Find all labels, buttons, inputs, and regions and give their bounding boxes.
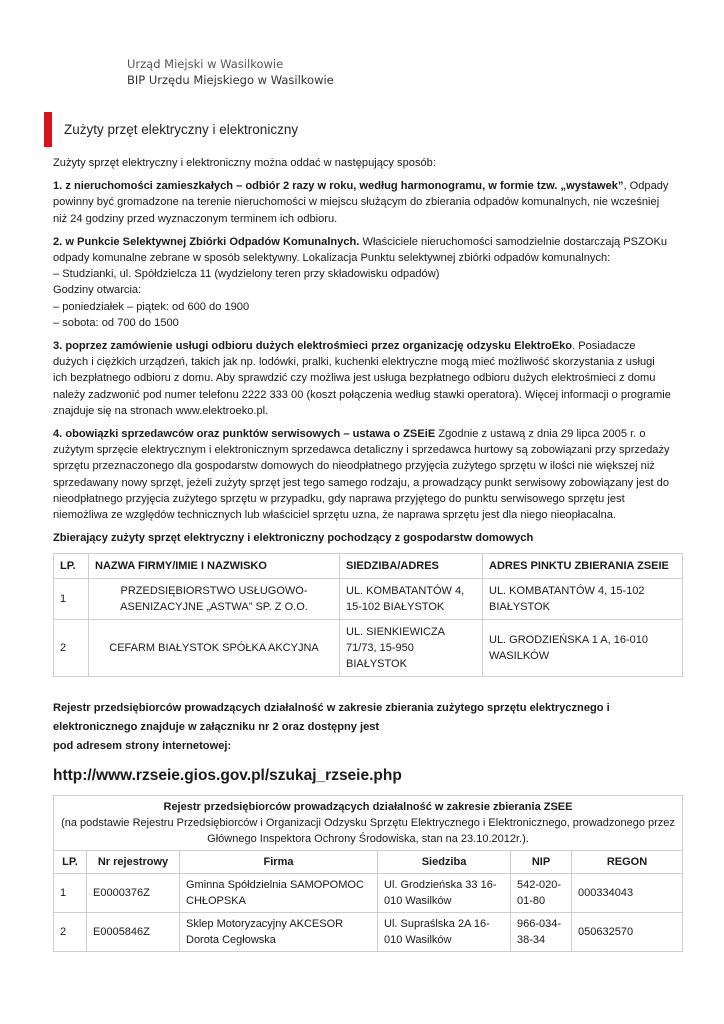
- collectors-heading-text: Zbierający zużyty sprzęt elektryczny i elektroniczny pochodzący z gospodarstw domowych: [53, 532, 534, 545]
- cell-regon: 000334043: [572, 873, 683, 912]
- cell-nr: E0000376Z: [87, 873, 180, 912]
- col-name: NAZWA FIRMY/IMIE I NAZWISKO: [89, 554, 340, 579]
- col-address: SIEDZIBA/ADRES: [340, 554, 483, 579]
- section-1-heading: 1. z nieruchomości zamieszkałych – odbiór 2 razy w roku, według harmonogramu, w formie tzw. „wystawek”: [53, 180, 624, 193]
- registry-table: [53, 795, 683, 952]
- registry-intro-line: pod adresem strony internetowej:: [53, 740, 232, 753]
- table-header-row: [54, 554, 683, 579]
- section-3: [53, 338, 671, 419]
- col-lp: LP.: [54, 554, 89, 579]
- registry-intro: [53, 699, 671, 756]
- intro-text: Zużyty sprzęt elektryczny i elektroniczny można oddać w następujący sposób:: [53, 157, 436, 169]
- col-regon: REGON: [572, 850, 683, 873]
- collectors-heading: [53, 530, 671, 546]
- section-4: [53, 426, 671, 523]
- cell-point: UL. GRODZIEŃSKA 1 A, 16-010 WASILKÓW: [483, 620, 683, 677]
- col-lp: LP.: [54, 850, 87, 873]
- section-1: [53, 178, 671, 227]
- section-2-heading: 2. w Punkcie Selektywnej Zbiórki Odpadów Komunalnych.: [53, 235, 360, 248]
- registry-intro-line: elektronicznego znajduje w załączniku nr 2 oraz dostępny jest: [53, 721, 380, 734]
- cell-firma: Gminna Spółdzielnia SAMOPOMOC CHŁOPSKA: [180, 873, 378, 912]
- pszok-location: – Studzianki, ul. Spółdzielcza 11 (wydzielony teren przy składowisku odpadów): [53, 268, 440, 281]
- page-title: Zużyty przęt elektryczny i elektroniczny: [64, 122, 299, 137]
- title-accent-bar: [44, 112, 52, 147]
- cell-lp: 1: [54, 579, 89, 620]
- col-nr: Nr rejestrowy: [87, 850, 180, 873]
- cell-name: PRZEDSIĘBIORSTWO USŁUGOWO-ASENIZACYJNE „ASTWA” SP. Z O.O.: [89, 579, 340, 620]
- section-4-heading: 4. obowiązki sprzedawców oraz punktów serwisowych – ustawa o ZSEiE: [53, 428, 436, 441]
- registry-caption-text: (na podstawie Rejestru Przedsiębiorców i Organizacji Odzysku Sprzętu Elektrycznego i Elektronicznego, prowadzonego przez Głównego Inspektora Ochrony Środowiska, stan na 23.10.2012r.).: [61, 816, 675, 845]
- table-header-row: [54, 850, 683, 873]
- section-3-heading: 3. poprzez zamówienie usługi odbioru dużych elektrośmieci przez organizację odzysku ElektroEko: [53, 340, 573, 353]
- cell-lp: 2: [54, 912, 87, 951]
- cell-nr: E0005846Z: [87, 912, 180, 951]
- cell-siedziba: Ul. Supraślska 2A 16-010 Wasilków: [378, 912, 511, 951]
- table-row: [54, 873, 683, 912]
- section-2: [53, 234, 671, 331]
- registry-url-link[interactable]: http://www.rzseie.gios.gov.pl/szukaj_rzseie.php: [53, 767, 402, 785]
- section-1-text: , Odpady powinny być gromadzone na terenie nieruchomości w miejscu służącym do zbierania odpadów komunalnych, nie wcześniej niż 24 godziny przed wyznaczonym terminem ich odbioru.: [53, 180, 669, 225]
- col-point: ADRES PINKTU ZBIERANIA ZSEIE: [483, 554, 683, 579]
- cell-name: CEFARM BIAŁYSTOK SPÓŁKA AKCYJNA: [89, 620, 340, 677]
- col-firma: Firma: [180, 850, 378, 873]
- cell-firma: Sklep Motoryzacyjny AKCESOR Dorota Cegłowska: [180, 912, 378, 951]
- cell-address: UL. SIENKIEWICZA 71/73, 15-950 BIAŁYSTOK: [340, 620, 483, 677]
- cell-nip: 542-020-01-80: [511, 873, 572, 912]
- section-2-text: Właściciele nieruchomości samodzielnie dostarczają PSZOKu odpady komunalne zebrane w sposób selektywny. Lokalizacja Punktu selektywnej zbiórki odpadów komunalnych:: [53, 235, 668, 265]
- collectors-table: [53, 553, 683, 677]
- cell-address: UL. KOMBATANTÓW 4, 15-102 BIAŁYSTOK: [340, 579, 483, 620]
- col-nip: NIP: [511, 850, 572, 873]
- registry-caption-row: [54, 795, 683, 850]
- cell-lp: 2: [54, 620, 89, 677]
- cell-regon: 050632570: [572, 912, 683, 951]
- table-row: [54, 579, 683, 620]
- cell-lp: 1: [54, 873, 87, 912]
- site-header: [127, 57, 334, 88]
- registry-caption: [54, 795, 683, 850]
- table-row: [54, 620, 683, 677]
- section-3-text: . Posiadacze dużych i ciężkich urządzeń, takich jak np. lodówki, pralki, kuchenki elektryczne mogą mieć możliwość skorzystania z usługi ich bezpłatnego odbioru z domu. Aby sprawdzić czy możliwa jest usługa bezpłatnego odbioru dużych elektrośmieci z domu należy zadzwonić pod numer telefonu 2222 333 00 (koszt połączenia według stawki operatora). Więcej informacji o programie znajduje się na stronach www.elektroeko.pl.: [53, 340, 671, 417]
- registry-intro-line: Rejestr przedsiębiorców prowadzących działalność w zakresie zbierania zużytego sprzętu elektrycznego i: [53, 702, 610, 715]
- office-name: Urząd Miejski w Wasilkowie: [127, 57, 284, 71]
- cell-nip: 966-034-38-34: [511, 912, 572, 951]
- main-content: [53, 155, 675, 952]
- cell-point: UL. KOMBATANTÓW 4, 15-102 BIAŁYSTOK: [483, 579, 683, 620]
- col-siedziba: Siedziba: [378, 850, 511, 873]
- hours-weekdays: – poniedziałek – piątek: od 600 do 1900: [53, 300, 250, 313]
- bip-name: BIP Urzędu Miejskiego w Wasilkowie: [127, 73, 334, 87]
- registry-caption-title: Rejestr przedsiębiorców prowadzących działalność w zakresie zbierania ZSEE: [163, 800, 573, 813]
- hours-label: Godziny otwarcia:: [53, 284, 142, 297]
- section-4-text: Zgodnie z ustawą z dnia 29 lipca 2005 r. o zużytym sprzęcie elektrycznym i elektronicznym sprzedawca detaliczny i sprzedawca hurtowy są zobowiązani przy sprzedaży sprzętu przeznaczonego dla gospodarstw domowych do nieodpłatnego przyjęcia zużytego sprzętu w ilości nie większej niż sprzedawany nowy sprzęt, jeżeli zużyty sprzęt jest tego samego rodzaju, a prowadzący punkt serwisowy zobowiązany jest do nieodpłatnego przyjęcia zużytego sprzętu w przypadku, gdy naprawa przyjętego do punktu serwisowego sprzętu jest niemożliwa ze względów technicznych lub właściciel sprzętu uzna, że naprawa sprzętu jest dla niego nieopłacalna.: [53, 428, 670, 522]
- cell-siedziba: Ul. Grodzieńska 33 16-010 Wasilków: [378, 873, 511, 912]
- hours-saturday: – sobota: od 700 do 1500: [53, 316, 179, 329]
- table-row: [54, 912, 683, 951]
